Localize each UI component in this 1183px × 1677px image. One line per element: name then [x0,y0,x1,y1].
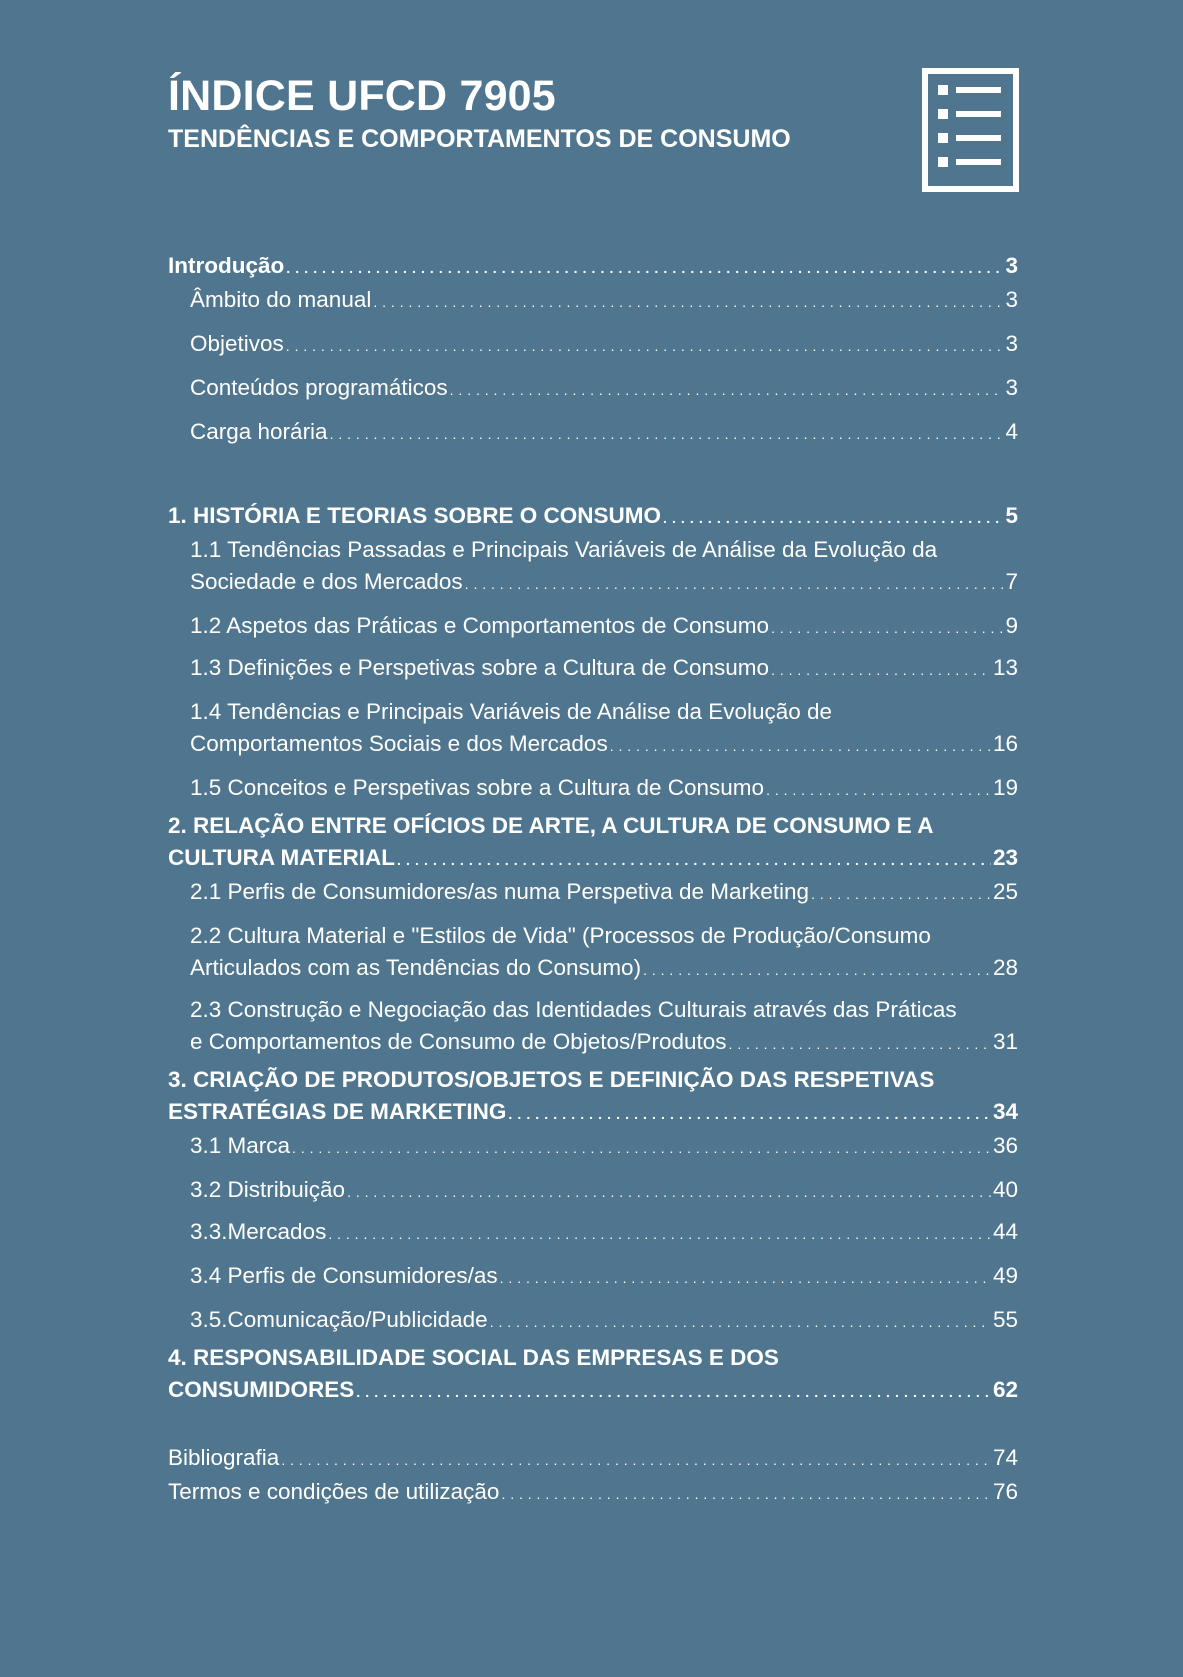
toc-entry-text: Âmbito do manual [190,287,372,312]
toc-entry-text: 2.2 Cultura Material e "Estilos de Vida" (Processos de Produção/Consumo [190,923,931,948]
dot-leader [771,612,1003,644]
toc-entry-text: CULTURA MATERIAL [168,845,396,870]
toc-entry-text: 3.3.Mercados [190,1219,327,1244]
toc-entry[interactable] [190,1174,1018,1208]
dot-leader [330,418,1004,450]
dot-leader [286,330,1004,362]
dot-leader [643,954,991,986]
dot-leader [450,374,1004,406]
dot-leader [771,654,991,686]
dot-leader [500,1262,991,1294]
toc-entry-text: e Comportamentos de Consumo de Objetos/Produtos [190,1029,727,1054]
toc-entry[interactable] [168,1476,1018,1510]
dot-leader [508,1098,991,1130]
toc-page-number: 5 [1005,503,1018,528]
list-document-icon [922,68,1019,192]
toc-entry-text: 3. CRIAÇÃO DE PRODUTOS/OBJETOS E DEFINIÇÃO DAS RESPETIVAS [168,1067,935,1092]
toc-entry[interactable] [190,1216,1018,1250]
toc-entry[interactable] [190,920,1018,986]
toc-page-number: 13 [992,655,1018,680]
toc-entry-text: 3.2 Distribuição [190,1177,346,1202]
dot-leader [465,568,1004,600]
dot-leader [292,1132,991,1164]
toc-entry[interactable] [190,328,1018,362]
dot-leader [347,1176,991,1208]
dot-leader [490,1306,991,1338]
page-title: ÍNDICE UFCD 7905 [168,72,556,120]
toc-entry-text: 1.3 Definições e Perspetivas sobre a Cultura de Consumo [190,655,770,680]
toc-entry-text: Introdução [168,253,285,278]
toc-entry[interactable] [168,810,1018,876]
toc-entry-text: ESTRATÉGIAS DE MARKETING [168,1099,507,1124]
toc-page-number: 9 [1005,613,1018,638]
toc-page-number: 55 [992,1307,1018,1332]
toc-page-number: 25 [992,879,1018,904]
table-of-contents [168,250,1018,1510]
toc-page-number: 62 [992,1377,1018,1402]
toc-entry-text: Termos e condições de utilização [168,1479,500,1504]
toc-entry-text: Articulados com as Tendências do Consumo) [190,955,642,980]
toc-entry[interactable] [168,1442,1018,1476]
toc-entry-text: 3.1 Marca [190,1133,291,1158]
dot-leader [501,1478,991,1510]
toc-entry-text: Comportamentos Sociais e dos Mercados [190,731,608,756]
toc-entry[interactable] [168,250,1018,284]
toc-entry-text: 1.1 Tendências Passadas e Principais Variáveis de Análise da Evolução da [190,537,938,562]
dot-leader [281,1444,991,1476]
toc-page-number: 40 [992,1177,1018,1202]
toc-page-number: 7 [1005,569,1018,594]
toc-entry[interactable] [168,1064,1018,1130]
toc-entry[interactable] [190,652,1018,686]
dot-leader [286,252,1003,284]
toc-page-number: 3 [1005,287,1018,312]
toc-page-number: 4 [1005,419,1018,444]
toc-page-number: 3 [1005,331,1018,356]
toc-entry[interactable] [190,696,1018,762]
toc-page-number: 16 [992,731,1018,756]
toc-page-number: 74 [992,1445,1018,1470]
toc-entry[interactable] [190,610,1018,644]
toc-entry-text: 2.3 Construção e Negociação das Identidades Culturais através das Práticas [190,997,957,1022]
toc-entry-text: Conteúdos programáticos [190,375,448,400]
toc-page-number: 3 [1005,253,1018,278]
toc-entry[interactable] [168,1342,1018,1408]
dot-leader [663,502,1004,534]
dot-leader [729,1028,991,1060]
toc-entry-text: 2. RELAÇÃO ENTRE OFÍCIOS DE ARTE, A CULTURA DE CONSUMO E A [168,813,934,838]
toc-page-number: 76 [992,1479,1018,1504]
toc-page-number: 36 [992,1133,1018,1158]
toc-entry-text: Objetivos [190,331,284,356]
toc-entry[interactable] [190,372,1018,406]
toc-page-number: 34 [992,1099,1018,1124]
toc-entry[interactable] [168,500,1018,534]
toc-page-number: 31 [992,1029,1018,1054]
toc-entry-text: Carga horária [190,419,328,444]
toc-entry-text: Sociedade e dos Mercados [190,569,463,594]
toc-entry-text: 1.4 Tendências e Principais Variáveis de Análise da Evolução de [190,699,833,724]
toc-entry[interactable] [190,876,1018,910]
toc-entry-text: 3.4 Perfis de Consumidores/as [190,1263,498,1288]
toc-page-number: 19 [992,775,1018,800]
toc-entry[interactable] [190,1130,1018,1164]
toc-entry[interactable] [190,416,1018,450]
dot-leader [356,1376,991,1408]
toc-entry[interactable] [190,284,1018,318]
dot-leader [610,730,991,762]
toc-entry[interactable] [190,994,1018,1060]
toc-entry-text: 1.5 Conceitos e Perspetivas sobre a Cultura de Consumo [190,775,765,800]
toc-entry-text: 1. HISTÓRIA E TEORIAS SOBRE O CONSUMO [168,503,661,528]
toc-entry-text: 4. RESPONSABILIDADE SOCIAL DAS EMPRESAS E DOS [168,1345,779,1370]
toc-entry-text: Bibliografia [168,1445,280,1470]
dot-leader [397,844,991,876]
toc-entry[interactable] [190,1260,1018,1294]
dot-leader [373,286,1003,318]
toc-page-number: 49 [992,1263,1018,1288]
toc-entry[interactable] [190,1304,1018,1338]
toc-entry[interactable] [190,534,1018,600]
toc-entry-text: 3.5.Comunicação/Publicidade [190,1307,488,1332]
toc-entry-text: CONSUMIDORES [168,1377,355,1402]
page-subtitle: TENDÊNCIAS E COMPORTAMENTOS DE CONSUMO [168,125,791,153]
toc-entry-text: 1.2 Aspetos das Práticas e Comportamentos de Consumo [190,613,770,638]
dot-leader [328,1218,991,1250]
toc-page-number: 28 [992,955,1018,980]
toc-entry[interactable] [190,772,1018,806]
toc-entry-text: 2.1 Perfis de Consumidores/as numa Perspetiva de Marketing [190,879,810,904]
toc-page-number: 23 [992,845,1018,870]
toc-page-number: 3 [1005,375,1018,400]
dot-leader [811,878,991,910]
toc-page-number: 44 [992,1219,1018,1244]
dot-leader [766,774,991,806]
